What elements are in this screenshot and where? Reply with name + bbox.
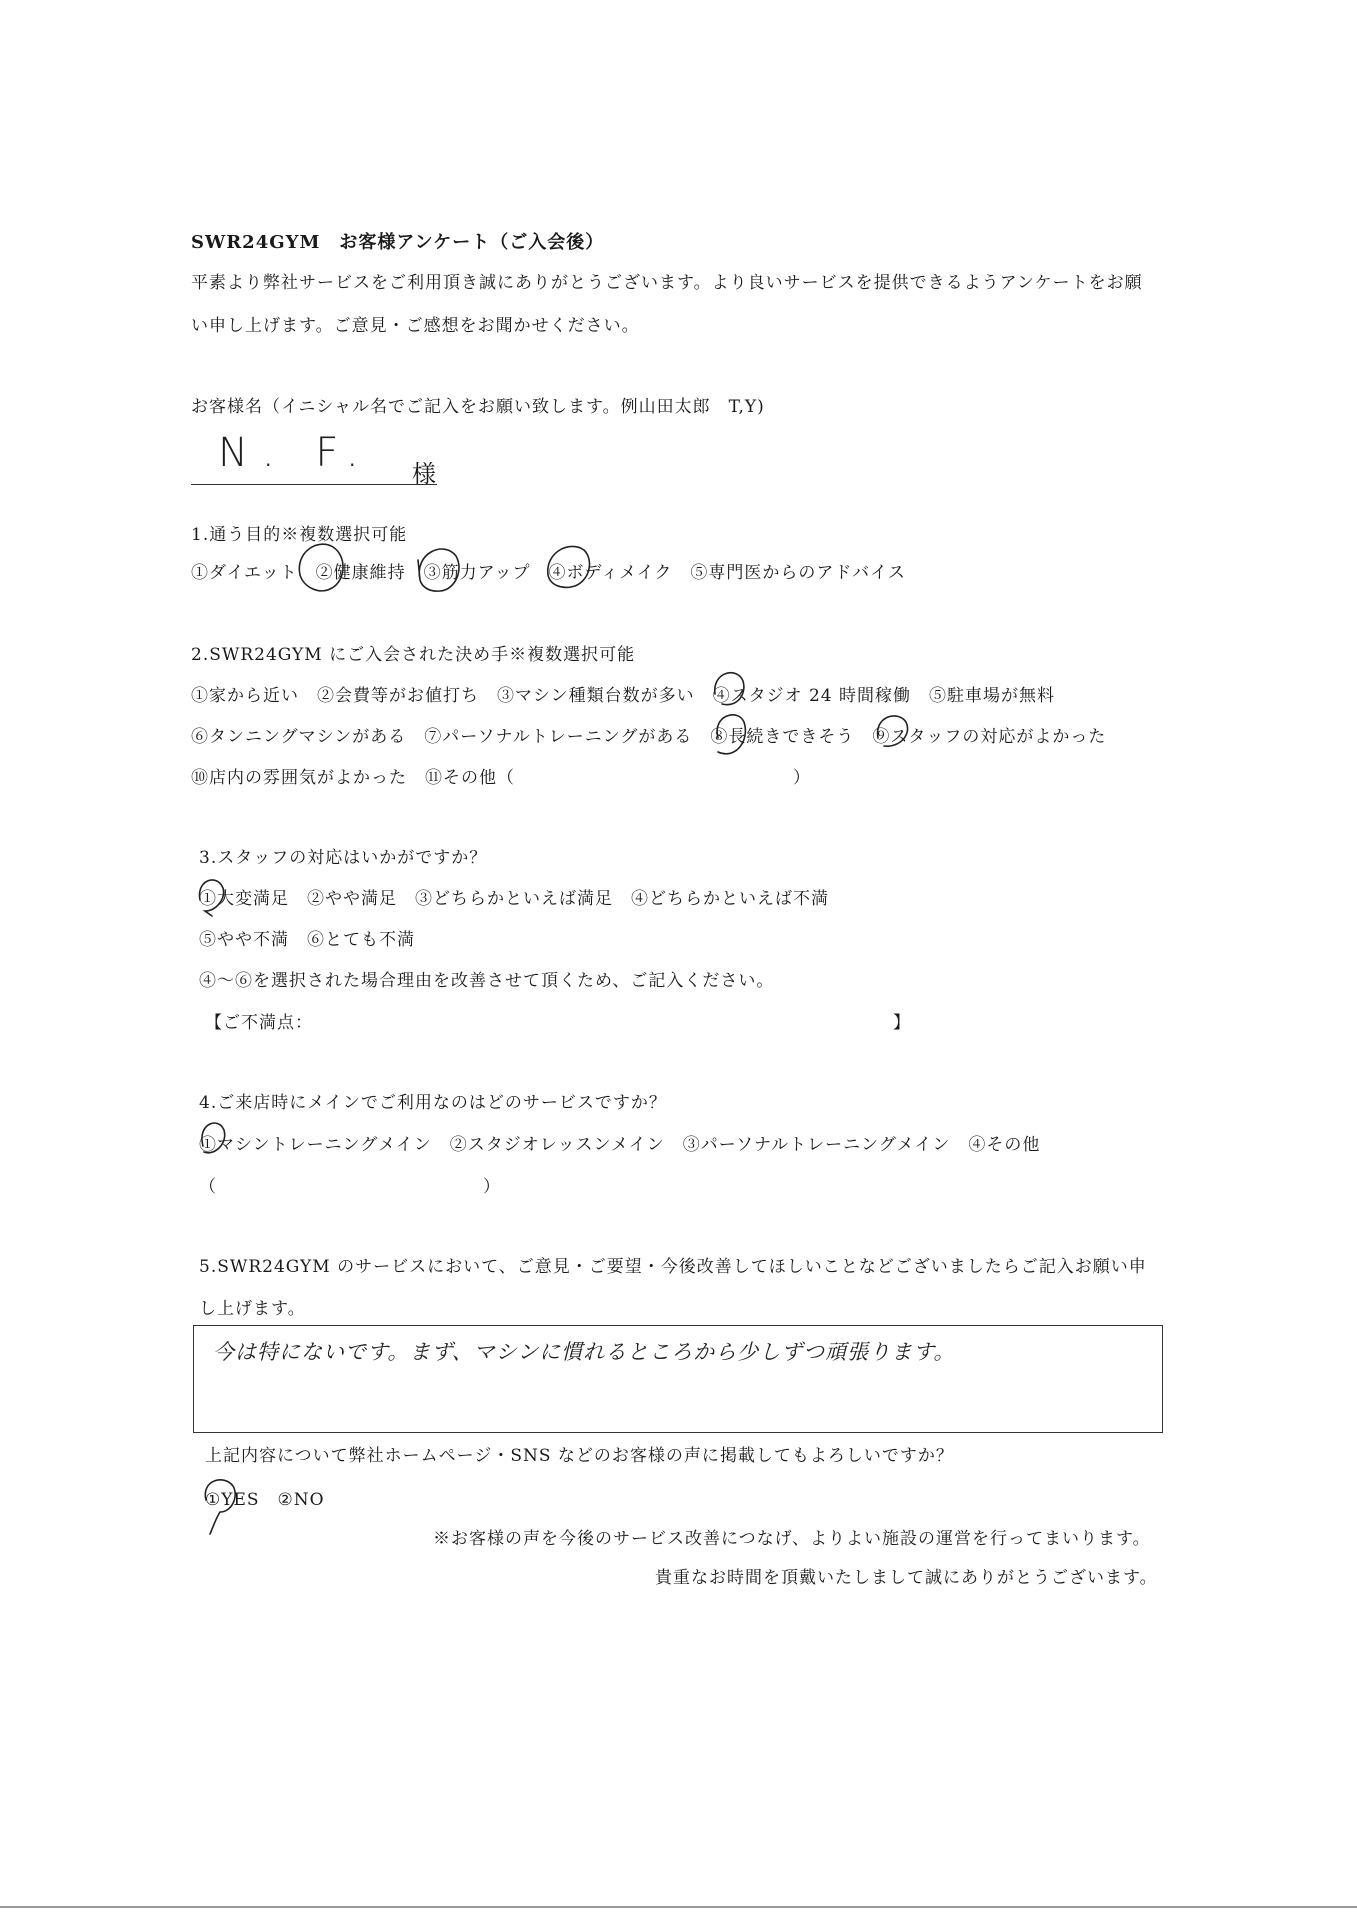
q3-complaint-close: 】 [893, 1013, 911, 1033]
q4-other-close: ） [483, 1177, 501, 1197]
intro-text-line2: い申し上げます。ご意見・ご感想をお聞かせください。 [191, 316, 640, 336]
scan-edge-line [0, 1906, 1357, 1908]
footer-line1: ※お客様の声を今後のサービス改善につなげ、よりよい施設の運営を行ってまいります。 [433, 1529, 1151, 1549]
q2-other-close: ） [793, 768, 811, 788]
q4-options-line1: ①マシントレーニングメイン ②スタジオレッスンメイン ③パーソナルトレーニングメイン ④その他 [199, 1135, 1041, 1155]
q3-options-line2: ⑤やや不満 ⑥とても不満 [199, 930, 415, 950]
customer-name-underline [191, 484, 437, 485]
q5-title-line1: 5.SWR24GYM のサービスにおいて、ご意見・ご要望・今後改善してほしいことなどございましたらご記入お願い申 [199, 1257, 1147, 1277]
customer-name-label: お客様名（イニシャル名でご記入をお願い致します。例山田太郎 T,Y) [191, 397, 765, 417]
q2-options-line1: ①家から近い ②会費等がお値打ち ③マシン種類台数が多い ④スタジオ 24 時間稼働 ⑤駐車場が無料 [191, 686, 1056, 706]
q2-title: 2.SWR24GYM にご入会された決め手※複数選択可能 [191, 645, 636, 665]
q1-title: 1.通う目的※複数選択可能 [191, 525, 408, 545]
q2-options-line3: ⑩店内の雰囲気がよかった ⑪その他（ [191, 768, 515, 788]
survey-title: SWR24GYM お客様アンケート（ご入会後） [191, 232, 605, 253]
q5-answer-handwritten: 今は特にないです。まず、マシンに慣れるところから少しずつ頑張ります。 [213, 1340, 956, 1364]
publish-options: ①YES ②NO [205, 1490, 325, 1510]
q4-other-open: （ [199, 1177, 217, 1197]
q2-options-line2: ⑥タンニングマシンがある ⑦パーソナルトレーニングがある ⑧長続きできそう ⑨スタッフの対応がよかった [191, 727, 1107, 747]
q4-title: 4.ご来店時にメインでご利用なのはどのサービスですか？ [199, 1093, 667, 1113]
footer-line2: 貴重なお時間を頂戴いたしまして誠にありがとうございます。 [655, 1568, 1158, 1588]
intro-text-line1: 平素より弊社サービスをご利用頂き誠にありがとうございます。より良いサービスを提供できるようアンケートをお願 [191, 273, 1143, 293]
q3-complaint-open: 【ご不満点： [205, 1013, 313, 1033]
q3-title: 3.スタッフの対応はいかがですか？ [199, 848, 488, 868]
customer-name-handwritten: N. F. [218, 430, 373, 476]
q5-title-line2: し上げます。 [199, 1299, 306, 1319]
customer-name-suffix: 様 [412, 460, 436, 488]
publish-question: 上記内容について弊社ホームページ・SNS などのお客様の声に掲載してもよろしいですか？ [205, 1446, 954, 1466]
q3-options-line1: ①大変満足 ②やや満足 ③どちらかといえば満足 ④どちらかといえば不満 [199, 889, 829, 909]
q1-options: ①ダイエット ②健康維持 ③筋力アップ ④ボディメイク ⑤専門医からのアドバイス [191, 563, 906, 583]
q3-note: ④～⑥を選択された場合理由を改善させて頂くため、ご記入ください。 [199, 971, 775, 991]
